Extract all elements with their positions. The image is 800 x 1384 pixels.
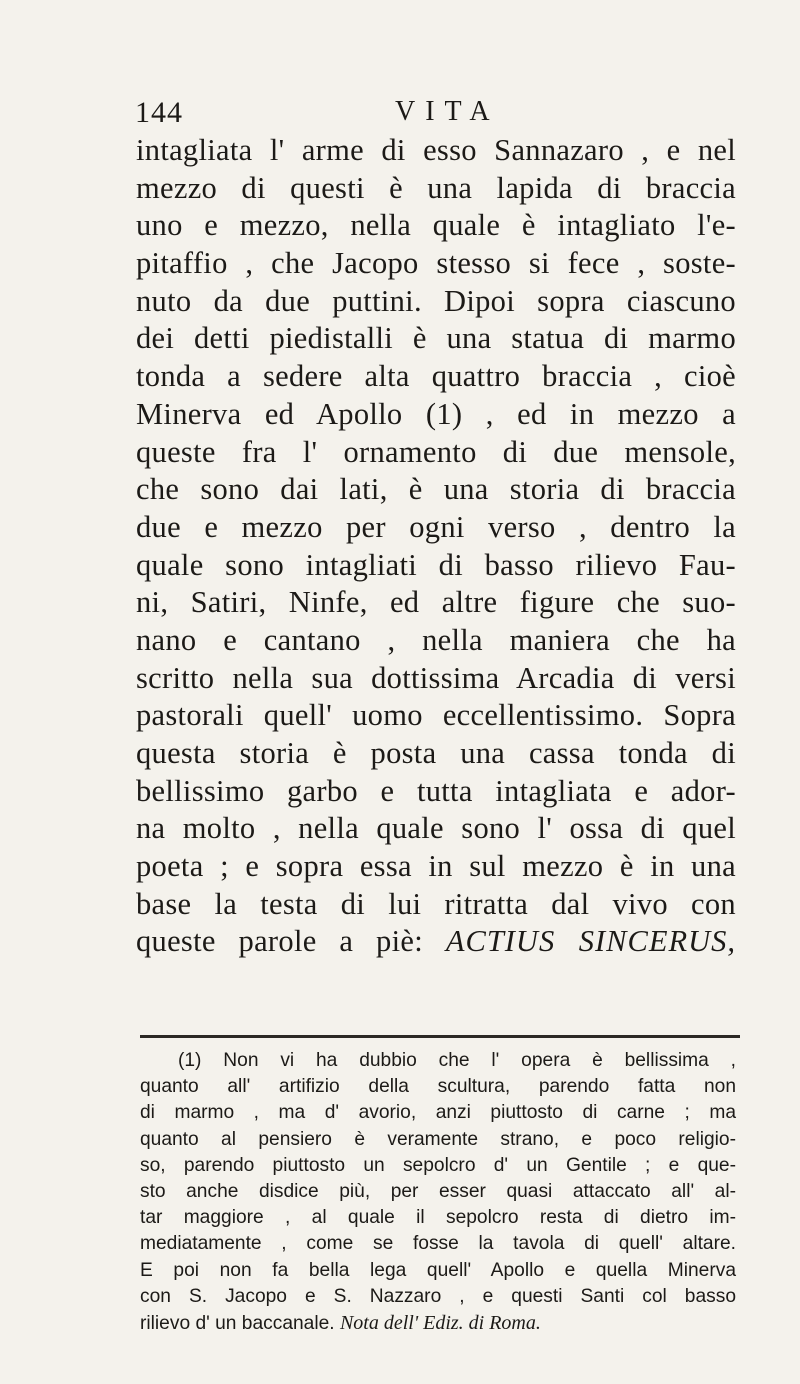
page-number: 144 [135,96,183,129]
footnote-line: E poi non fa bella lega quell' Apollo e quella Minerva [140,1259,736,1281]
text-line: poeta ; e sopra essa in sul mezzo è in una [136,849,736,884]
footnote-line: con S. Jacopo e S. Nazzaro , e questi Santi col basso [140,1285,736,1307]
text-line: pitaffio , che Jacopo stesso si fece , soste- [136,246,736,281]
text-line: na molto , nella quale sono l' ossa di quel [136,811,736,846]
footnote [140,1048,736,1336]
footnote-line: sto anche disdice più, per esser quasi attaccato all' al- [140,1180,736,1202]
text-line: nuto da due puttini. Dipoi sopra ciascuno [136,283,736,318]
text-line: due e mezzo per ogni verso , dentro la [136,509,736,544]
text-line: base la testa di lui ritratta dal vivo con [136,886,736,921]
footnote-line: di marmo , ma d' avorio, anzi piuttosto di carne ; ma [140,1102,736,1124]
footnote-line: (1) Non vi ha dubbio che l' opera è bellissima , [178,1050,736,1071]
text-line: quale sono intagliati di basso rilievo Fau- [136,547,736,582]
text-line-last [136,923,736,961]
text-line: intagliata l' arme di esso Sannazaro , e nel [136,133,736,167]
last-line-prefix: queste parole a piè: [136,924,423,959]
text-line: pastorali quell' uomo eccellentissimo. Sopra [136,698,736,733]
footnote-last-prefix: rilievo d' un baccanale. [140,1312,335,1334]
editor-note: Nota dell' Ediz. di Roma. [339,1311,541,1334]
text-line: dei detti piedistalli è una statua di marmo [136,321,736,356]
text-line: tonda a sedere alta quattro braccia , cioè [136,359,736,394]
footnote-line: so, parendo piuttosto un sepolcro d' un Gentile ; e que- [140,1154,736,1176]
text-line: che sono dai lati, è una storia di braccia [136,472,736,507]
text-line: nano e cantano , nella maniera che ha [136,622,736,657]
footnote-divider [140,1035,740,1038]
running-head [135,96,695,136]
footnote-line: mediatamente , come se fosse la tavola di quell' altare. [140,1233,736,1255]
footnote-line: quanto all' artifizio della scultura, parendo fatta non [140,1076,736,1098]
text-line: queste fra l' ornamento di due mensole, [136,434,736,469]
text-line: uno e mezzo, nella quale è intagliato l'e- [136,208,736,243]
text-line: mezzo di questi è una lapida di braccia [136,170,736,205]
text-line: questa storia è posta una cassa tonda di [136,736,736,770]
footnote-line: quanto al pensiero è veramente strano, e poco religio- [140,1128,736,1150]
footnote-line-last [140,1310,736,1336]
footnote-line: tar maggiore , al quale il sepolcro resta di dietro im- [140,1207,736,1229]
text-line: scritto nella sua dottissima Arcadia di versi [136,660,736,695]
text-line: Minerva ed Apollo (1) , ed in mezzo a [136,396,736,431]
text-line: ni, Satiri, Ninfe, ed altre figure che suo- [136,585,736,620]
running-title: VITA [395,96,500,127]
main-text [136,132,736,961]
epitaph-name: ACTIUS SINCERUS, [445,924,736,959]
text-line: bellissimo garbo e tutta intagliata e ador- [136,773,736,808]
